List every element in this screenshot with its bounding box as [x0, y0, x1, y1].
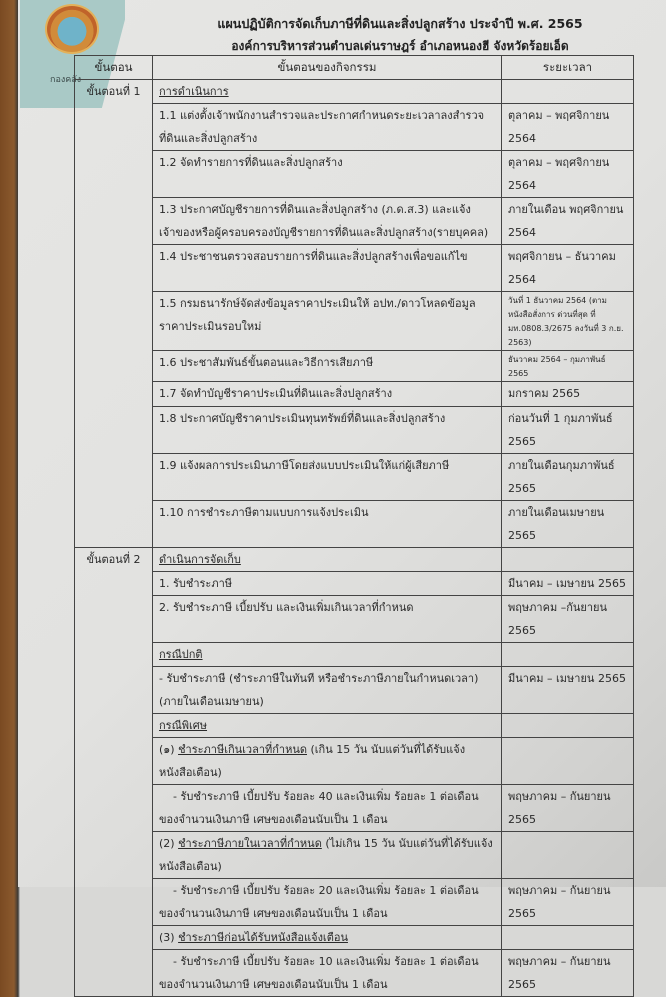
period-cell [502, 714, 634, 738]
period-cell: พฤษภาคม – กันยายน 2565 [502, 879, 634, 926]
period-cell: ธันวาคม 2564 – กุมภาพันธ์ 2565 [502, 351, 634, 382]
period-cell [502, 548, 634, 572]
table-row [75, 714, 634, 738]
activity-cell [153, 454, 502, 501]
section-heading: ดำเนินการจัดเก็บ [159, 553, 241, 566]
step-label: ขั้นตอนที่ 2 [75, 548, 153, 997]
period-cell [502, 832, 634, 879]
section-heading: กรณีปกติ [159, 648, 203, 661]
item-number: (3) [159, 931, 179, 944]
table-row [75, 667, 634, 714]
schedule-table [74, 55, 634, 997]
activity-text: - รับชำระภาษี เบี้ยปรับ ร้อยละ 10 และเงินเพิ่ม ร้อยละ 1 ต่อเดือน ของจำนวนเงินภาษี เศษของเดือนนับเป็น 1 เดือน [159, 955, 479, 991]
column-header-period: ระยะเวลา [502, 56, 634, 80]
table-row [75, 832, 634, 879]
activity-text: 1.2 จัดทำรายการที่ดินและสิ่งปลูกสร้าง [159, 156, 343, 169]
case-condition: (เกิน 15 วัน นับแต่วันที่ได้รับแจ้งหนังสือเตือน) [159, 743, 466, 779]
table-row [75, 351, 634, 382]
activity-cell [153, 245, 502, 292]
table-row [75, 572, 634, 596]
table-row [75, 548, 634, 572]
period-cell [502, 738, 634, 785]
period-cell: มกราคม 2565 [502, 382, 634, 407]
table-row [75, 407, 634, 454]
case-condition: (ไม่เกิน 15 วัน นับแต่วันที่ได้รับแจ้งหนังสือเตือน) [159, 837, 493, 873]
activity-text: 1.5 กรมธนารักษ์จัดส่งข้อมูลราคาประเมินให้ อปท./ดาวโหลดข้อมูลราคาประเมินรอบใหม่ [159, 297, 476, 333]
activity-cell [153, 104, 502, 151]
activity-cell [153, 926, 502, 950]
period-cell: พฤศจิกายน – ธันวาคม 2564 [502, 245, 634, 292]
activity-cell [153, 80, 502, 104]
table-row [75, 80, 634, 104]
activity-text: 1.3 ประกาศบัญชีรายการที่ดินและสิ่งปลูกสร้าง (ภ.ด.ส.3) และแจ้งเจ้าของหรือผู้ครอบครองบัญชีรายการที่ดินและสิ่งปลูกสร้าง(รายบุคคล) [159, 203, 489, 239]
period-cell: ภายในเดือนเมษายน 2565 [502, 501, 634, 548]
activity-text: 1. รับชำระภาษี [159, 577, 233, 590]
section-heading: การดำเนินการ [159, 85, 229, 98]
period-cell: ภายในเดือนกุมภาพันธ์ 2565 [502, 454, 634, 501]
period-cell: ตุลาคม – พฤศจิกายน 2564 [502, 104, 634, 151]
activity-cell [153, 950, 502, 997]
case-title: ชำระภาษีภายในเวลาที่กำหนด [178, 837, 322, 850]
activity-cell [153, 572, 502, 596]
period-cell: พฤษภาคม – กันยายน 2565 [502, 950, 634, 997]
period-cell: ก่อนวันที่ 1 กุมภาพันธ์ 2565 [502, 407, 634, 454]
item-number: (๑) [159, 743, 179, 756]
activity-cell [153, 714, 502, 738]
activity-cell [153, 198, 502, 245]
document-subtitle: องค์การบริหารส่วนตำบลเด่นราษฎร์ อำเภอหนองฮี จังหวัดร้อยเอ็ด [231, 39, 569, 53]
step-label: ขั้นตอนที่ 1 [75, 80, 153, 548]
activity-text: 1.7 จัดทำบัญชีราคาประเมินที่ดินและสิ่งปลูกสร้าง [159, 387, 393, 400]
activity-cell [153, 292, 502, 351]
column-header-step: ขั้นตอน [75, 56, 153, 80]
period-cell: พฤษภาคม –กันยายน 2565 [502, 596, 634, 643]
table-row [75, 879, 634, 926]
period-cell [502, 643, 634, 667]
activity-cell [153, 832, 502, 879]
item-number: (2) [159, 837, 179, 850]
table-row [75, 926, 634, 950]
activity-cell [153, 785, 502, 832]
activity-cell [153, 596, 502, 643]
period-cell [502, 80, 634, 104]
activity-text: 1.10 การชำระภาษีตามแบบการแจ้งประเมิน [159, 506, 369, 519]
activity-text: 1.9 แจ้งผลการประเมินภาษีโดยส่งแบบประเมินให้แก่ผู้เสียภาษี [159, 459, 450, 472]
period-cell: มีนาคม – เมษายน 2565 [502, 667, 634, 714]
table-row [75, 643, 634, 667]
document-title: แผนปฏิบัติการจัดเก็บภาษีที่ดินและสิ่งปลูกสร้าง ประจำปี พ.ศ. 2565 [217, 16, 583, 31]
table-row [75, 198, 634, 245]
period-cell: มีนาคม – เมษายน 2565 [502, 572, 634, 596]
table-row [75, 151, 634, 198]
activity-text: 1.6 ประชาสัมพันธ์ขั้นตอนและวิธีการเสียภาษี [159, 356, 374, 369]
table-row [75, 785, 634, 832]
activity-cell [153, 548, 502, 572]
department-label: กองคลัง [50, 75, 82, 85]
activity-text: 1.1 แต่งตั้งเจ้าพนักงานสำรวจและประกาศกำหนดระยะเวลาลงสำรวจที่ดินและสิ่งปลูกสร้าง [159, 109, 485, 145]
activity-cell [153, 879, 502, 926]
table-row [75, 950, 634, 997]
activity-text: 1.4 ประชาชนตรวจสอบรายการที่ดินและสิ่งปลูกสร้างเพื่อขอแก้ไข [159, 250, 468, 263]
period-cell: วันที่ 1 ธันวาคม 2564 (ตามหนังสือสั่งการ ด่วนที่สุด ที่ มท.0808.3/2675 ลงวันที่ 3 ก.ย. 2563) [502, 292, 634, 351]
activity-text: - รับชำระภาษี เบี้ยปรับ ร้อยละ 20 และเงินเพิ่ม ร้อยละ 1 ต่อเดือน ของจำนวนเงินภาษี เศษของเดือนนับเป็น 1 เดือน [159, 884, 479, 920]
table-row [75, 382, 634, 407]
activity-cell [153, 643, 502, 667]
activity-cell [153, 738, 502, 785]
table-row [75, 738, 634, 785]
table-row [75, 454, 634, 501]
column-header-activity: ขั้นตอนของกิจกรรม [153, 56, 502, 80]
table-row [75, 596, 634, 643]
activity-cell [153, 382, 502, 407]
table-row [75, 245, 634, 292]
period-cell: ภายในเดือน พฤศจิกายน 2564 [502, 198, 634, 245]
activity-cell [153, 501, 502, 548]
period-cell [502, 926, 634, 950]
activity-text: - รับชำระภาษี เบี้ยปรับ ร้อยละ 40 และเงินเพิ่ม ร้อยละ 1 ต่อเดือน ของจำนวนเงินภาษี เศษของเดือนนับเป็น 1 เดือน [159, 790, 479, 826]
activity-text: 2. รับชำระภาษี เบี้ยปรับ และเงินเพิ่มเกินเวลาที่กำหนด [159, 601, 414, 614]
activity-cell [153, 351, 502, 382]
table-header-row [75, 56, 634, 80]
table-row [75, 501, 634, 548]
activity-cell [153, 151, 502, 198]
period-cell: ตุลาคม – พฤศจิกายน 2564 [502, 151, 634, 198]
period-cell: พฤษภาคม – กันยายน 2565 [502, 785, 634, 832]
table-row [75, 292, 634, 351]
organization-seal-logo [45, 4, 99, 54]
activity-text: - รับชำระภาษี (ชำระภาษีในทันที หรือชำระภาษีภายในกำหนดเวลา) (ภายในเดือนเมษายน) [159, 672, 479, 708]
activity-cell [153, 407, 502, 454]
activity-cell [153, 667, 502, 714]
case-title: ชำระภาษีเกินเวลาที่กำหนด [178, 743, 307, 756]
section-heading: กรณีพิเศษ [159, 719, 208, 732]
activity-text: 1.8 ประกาศบัญชีราคาประเมินทุนทรัพย์ที่ดินและสิ่งปลูกสร้าง [159, 412, 446, 425]
table-row [75, 104, 634, 151]
case-title: ชำระภาษีก่อนได้รับหนังสือแจ้งเตือน [178, 931, 348, 944]
